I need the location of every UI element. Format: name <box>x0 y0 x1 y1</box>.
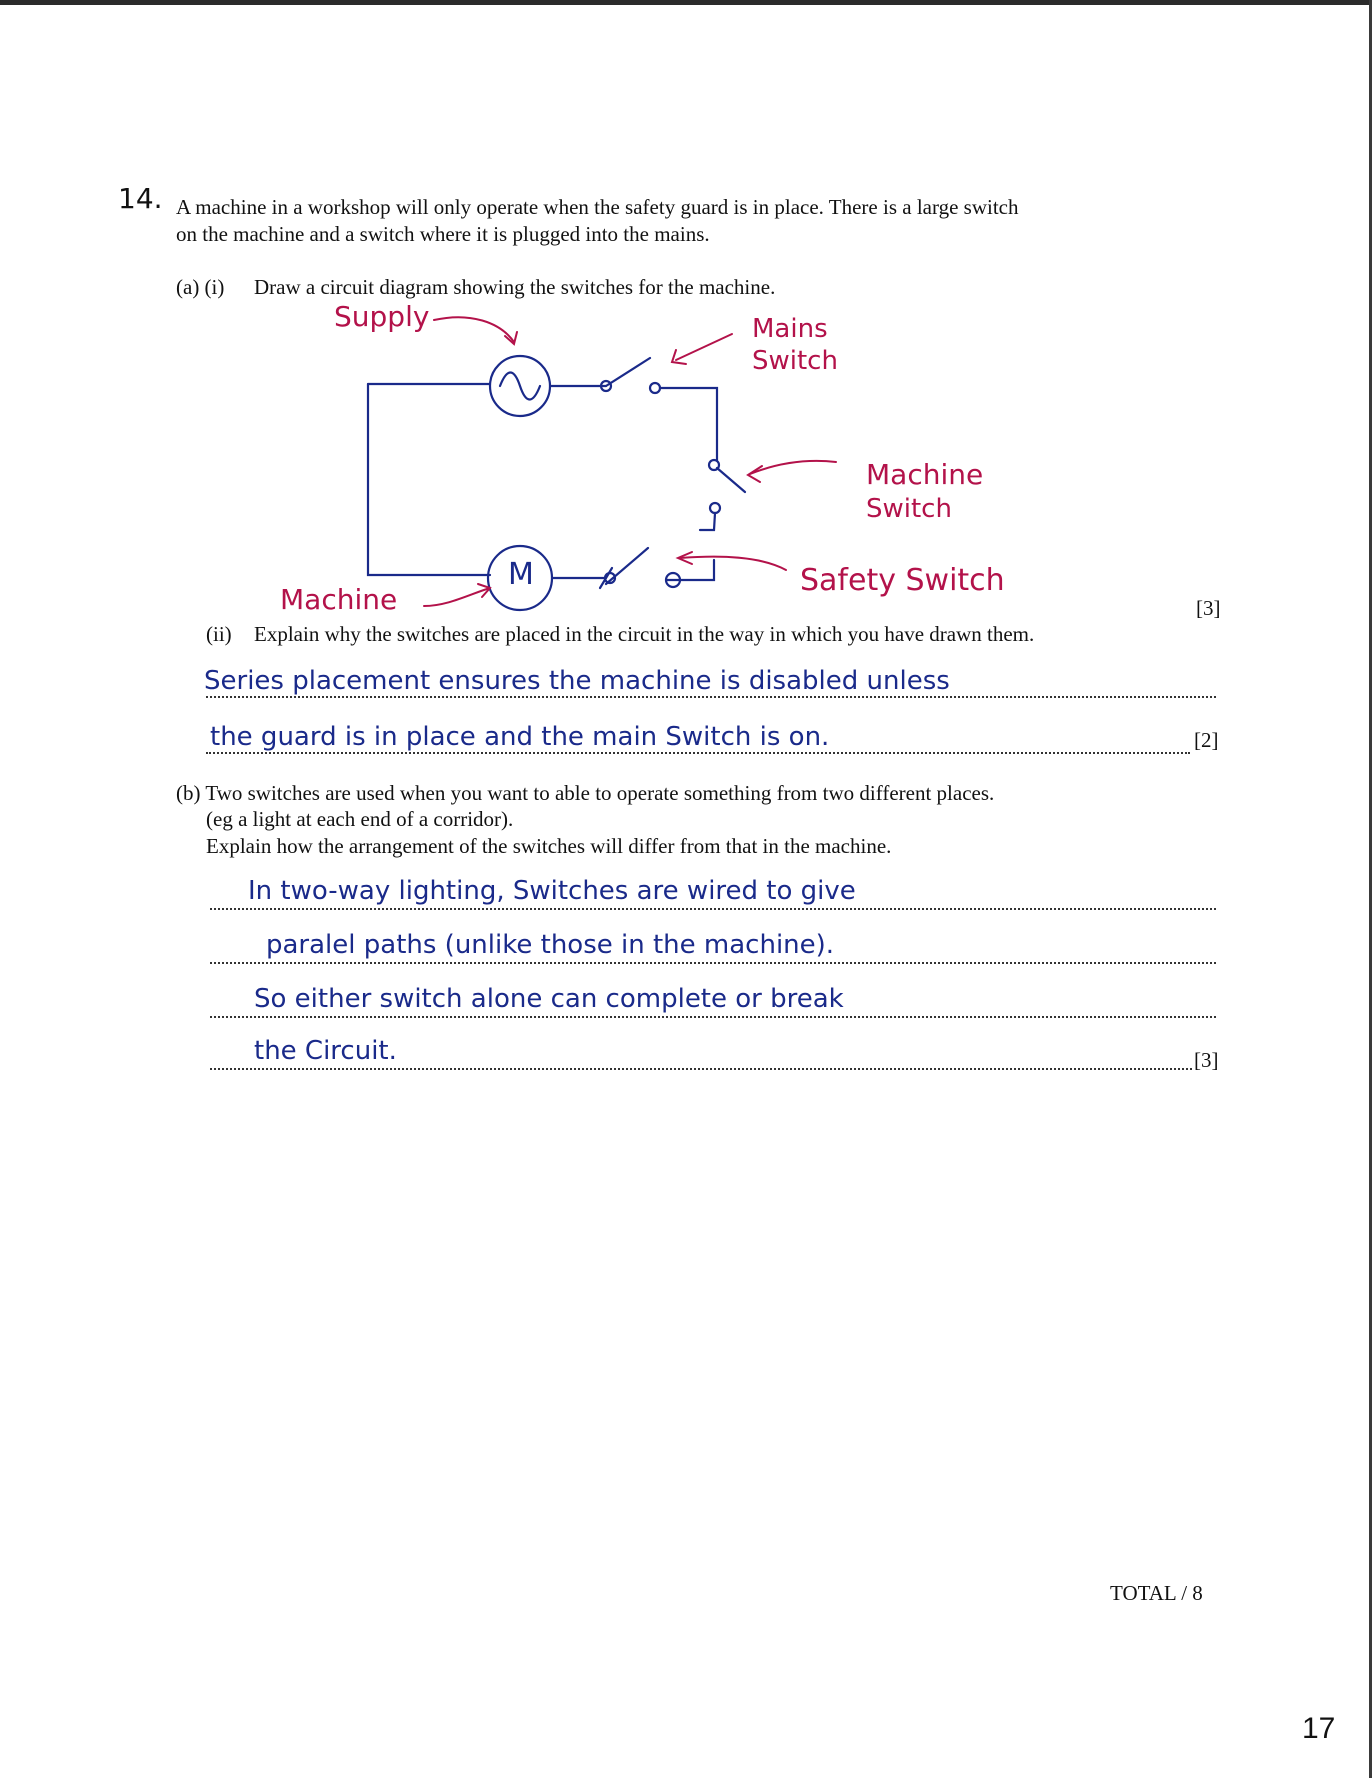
part-a-i-label: (a) (i) <box>176 275 225 299</box>
safety-switch-label: Safety Switch <box>800 563 1005 598</box>
right-wire <box>700 513 715 530</box>
machine-switch-label-1: Machine <box>866 458 984 491</box>
part-a-i-marks: [3] <box>1196 596 1221 620</box>
part-b-marks: [3] <box>1194 1048 1219 1072</box>
machine-label: Machine <box>280 583 398 616</box>
answer-line <box>210 908 1216 910</box>
answer-line <box>206 752 1190 754</box>
answer-b-line-1: In two-way lighting, Switches are wired to give <box>244 876 860 906</box>
machine-arrow <box>750 461 836 474</box>
mains-switch-label-2: Switch <box>752 346 838 376</box>
answer-b-line-4: the Circuit. <box>250 1036 401 1066</box>
answer-line <box>210 962 1216 964</box>
mains-switch-blade <box>606 358 650 386</box>
mains-arrow <box>676 334 732 360</box>
part-a-i-text: Draw a circuit diagram showing the switches for the machine. <box>254 275 776 299</box>
answer-b-line-2: paralel paths (unlike those in the machine). <box>262 930 838 960</box>
top-right-wire <box>660 388 717 460</box>
machine-switch-blade <box>717 468 745 492</box>
safety-arrow <box>680 557 786 570</box>
bottom-right-wire <box>680 560 714 580</box>
question-number: 14. <box>118 182 163 215</box>
machine-arrow-2 <box>424 588 490 606</box>
part-a-ii-marks: [2] <box>1194 728 1219 752</box>
mains-switch-label-1: Mains <box>752 314 828 344</box>
ac-wave-icon <box>500 373 540 400</box>
total-marks: TOTAL / 8 <box>1110 1581 1203 1605</box>
motor-symbol-letter: M <box>508 557 534 592</box>
supply-label: Supply <box>334 300 430 333</box>
answer-a-ii-line-2: the guard is in place and the main Switch is on. <box>206 722 833 752</box>
intro-line-1: A machine in a workshop will only operate when the safety guard is in place. There is a large switch <box>176 195 1019 219</box>
safety-switch-blade <box>606 548 648 584</box>
arrowhead <box>748 466 762 482</box>
intro-line-2: on the machine and a switch where it is plugged into the mains. <box>176 222 710 246</box>
answer-a-ii-line-1: Series placement ensures the machine is disabled unless <box>200 666 954 696</box>
machine-switch-label-2: Switch <box>866 494 952 524</box>
answer-line <box>210 1068 1192 1070</box>
page-number: 17 <box>1302 1712 1336 1745</box>
mains-switch-contact-2 <box>650 383 660 393</box>
part-b-line-2: (eg a light at each end of a corridor). <box>206 807 514 831</box>
part-a-ii-label: (ii) <box>206 622 232 646</box>
part-a-ii-text: Explain why the switches are placed in the circuit in the way in which you have drawn them. <box>254 622 1035 646</box>
answer-b-line-3: So either switch alone can complete or break <box>250 984 848 1014</box>
part-b-line-3: Explain how the arrangement of the switches will differ from that in the machine. <box>206 834 892 858</box>
left-wire <box>368 384 490 575</box>
machine-switch-contact-2 <box>710 503 720 513</box>
answer-line <box>206 696 1216 698</box>
supply-arrow <box>434 317 514 342</box>
part-b-line-1: (b) Two switches are used when you want to able to operate something from two different places. <box>176 781 995 805</box>
answer-line <box>210 1016 1216 1018</box>
